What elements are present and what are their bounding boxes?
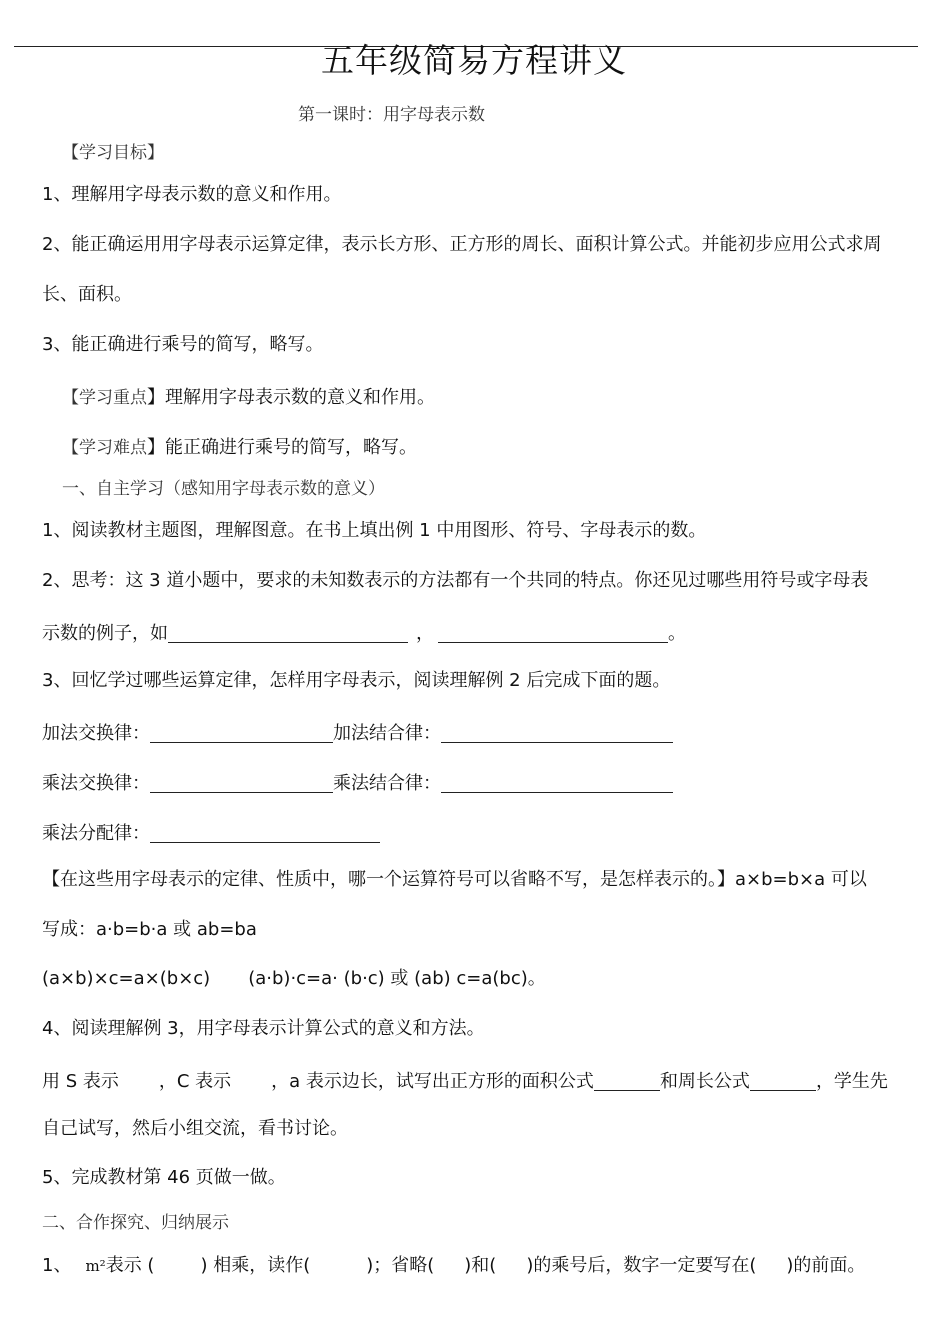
mul-assoc-label: 乘法结合律：: [333, 773, 441, 794]
difficulty-label: 【学习难点: [62, 438, 147, 458]
objective-1: 1、理解用字母表示数的意义和作用。: [42, 184, 342, 205]
add-comm-blank[interactable]: [150, 722, 333, 743]
perimeter-label: 和周长公式: [659, 1071, 750, 1092]
s1-item-1: 1、阅读教材主题图，理解图意。在书上填出例 1 中用图形、符号、字母表示的数。: [42, 520, 707, 541]
example-separator: ，: [416, 623, 434, 644]
law-row-1: [42, 722, 673, 743]
law-row-3: [42, 822, 380, 843]
s1-item-4: 4、阅读理解例 3，用字母表示计算公式的意义和方法。: [42, 1018, 485, 1039]
difficulty-point: [62, 439, 417, 457]
s1-item-5: 5、完成教材第 46 页做一做。: [42, 1167, 286, 1188]
key-point: [62, 389, 435, 407]
add-assoc-blank[interactable]: [441, 722, 673, 743]
mul-dist-blank[interactable]: [150, 822, 380, 843]
s2-item-1: [42, 1257, 865, 1275]
example-blank-1[interactable]: [168, 622, 408, 643]
s2-item-number: 1、: [42, 1255, 72, 1276]
assoc-example-b: (a·b)·c=a· (b·c) 或 (ab) c=a(bc)。: [248, 968, 546, 989]
area-formula-blank[interactable]: [594, 1070, 660, 1091]
s1-item-2: 2、思考：这 3 道小题中，要求的未知数表示的方法都有一个共同的特点。你还见过哪些用符号或字母表: [42, 570, 869, 591]
section1-heading: 一、自主学习（感知用字母表示数的意义）: [62, 479, 385, 499]
page-title: 五年级简易方程讲义: [321, 41, 627, 80]
key-point-label: 【学习重点: [62, 388, 147, 408]
add-comm-label: 加法交换律：: [42, 723, 150, 744]
objective-2-cont: 长、面积。: [42, 284, 132, 305]
key-point-text: 】理解用字母表示数的意义和作用。: [147, 387, 435, 408]
difficulty-text: 】能正确进行乘号的简写，略写。: [147, 437, 417, 458]
s2-text-e: )的乘号后，数字一定要写在(: [526, 1255, 757, 1276]
add-assoc-label: 加法结合律：: [333, 723, 441, 744]
students-first: ，学生先: [815, 1071, 888, 1092]
mul-assoc-blank[interactable]: [441, 772, 673, 793]
m-squared-symbol: m²: [85, 1257, 106, 1275]
perimeter-formula-blank[interactable]: [750, 1070, 816, 1091]
s2-text-c: )；省略(: [366, 1255, 435, 1276]
a-label: ，a 表示边长，试写出正方形的面积公式: [271, 1071, 594, 1092]
s1-item-4-cont: 自己试写，然后小组交流，看书讨论。: [42, 1118, 348, 1139]
example-prefix: 示数的例子，如: [42, 623, 168, 644]
s1-item-3: 3、回忆学过哪些运算定律，怎样用字母表示，阅读理解例 2 后完成下面的题。: [42, 670, 671, 691]
bracket-question-cont: 写成：a·b=b·a 或 ab=ba: [42, 919, 257, 940]
mul-comm-label: 乘法交换律：: [42, 773, 150, 794]
mul-dist-label: 乘法分配律：: [42, 823, 150, 844]
s-label: 用 S 表示: [42, 1071, 119, 1092]
objective-3: 3、能正确进行乘号的简写，略写。: [42, 334, 324, 355]
s1-item-4-formula-line: [42, 1070, 888, 1091]
c-label: ，C 表示: [158, 1071, 232, 1092]
lesson-subtitle: 第一课时：用字母表示数: [298, 105, 485, 125]
s1-item-2-cont: [42, 622, 686, 643]
example-blank-2[interactable]: [438, 622, 668, 643]
s2-text-d: )和(: [464, 1255, 497, 1276]
s2-text-b: ) 相乘，读作(: [200, 1255, 311, 1276]
s2-text-a: 表示 (: [105, 1255, 155, 1276]
associative-examples: [42, 970, 546, 988]
objectives-heading: 【学习目标】: [62, 143, 164, 163]
mul-comm-blank[interactable]: [150, 772, 333, 793]
section2-heading: 二、合作探究、归纳展示: [42, 1213, 229, 1233]
objective-2: 2、能正确运用用字母表示运算定律，表示长方形、正方形的周长、面积计算公式。并能初步应用公式求周: [42, 234, 882, 255]
assoc-example-a: (a×b)×c=a×(b×c): [42, 968, 211, 989]
bracket-question: 【在这些用字母表示的定律、性质中，哪一个运算符号可以省略不写，是怎样表示的。】a×b=b×a 可以: [42, 869, 867, 890]
law-row-2: [42, 772, 673, 793]
example-end: 。: [668, 623, 686, 644]
s2-text-f: )的前面。: [786, 1255, 866, 1276]
